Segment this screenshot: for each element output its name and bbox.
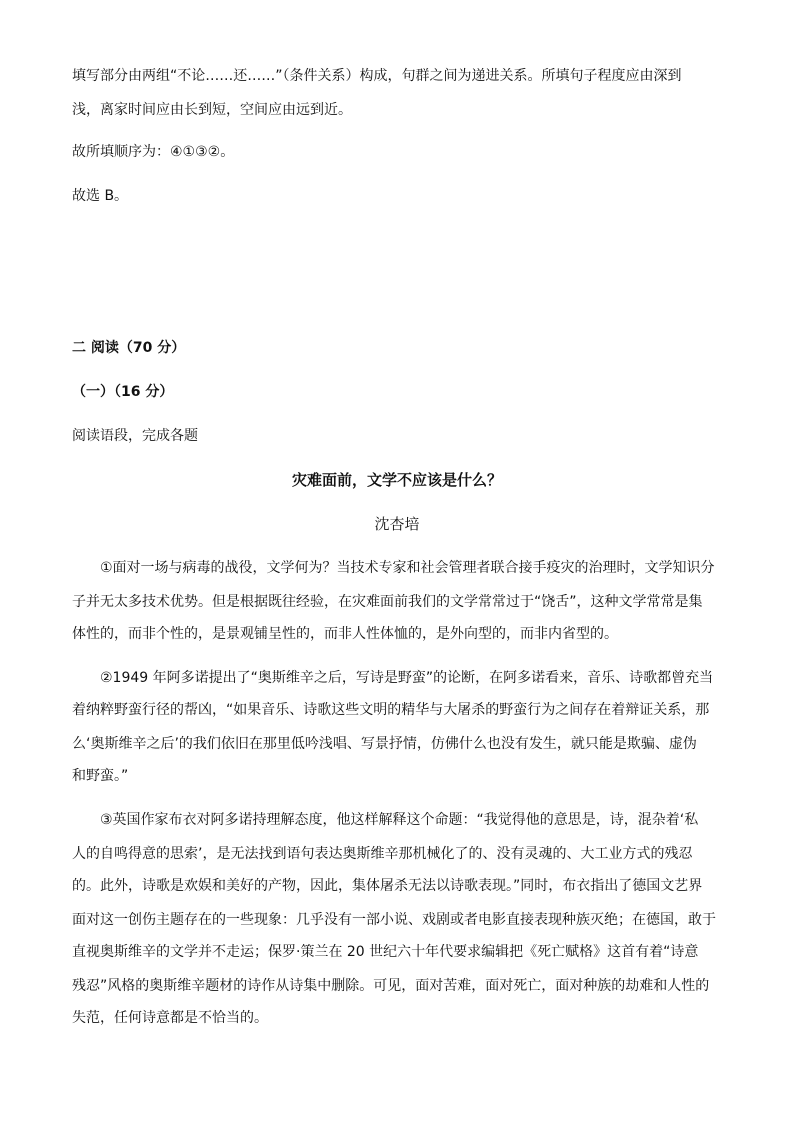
- paragraph-3-line: 的。此外，诗歌是欢娱和美好的产物，因此，集体屠杀无法以诗歌表现。”同时，布衣指出了德国文艺界: [72, 878, 703, 894]
- paragraph-3-line: ③英国作家布衣对阿多诺持理解态度，他这样解释这个命题：“我觉得他的意思是，诗，混杂着‘私: [100, 812, 699, 828]
- paragraph-2-line: 和野蛮。”: [72, 768, 129, 784]
- paragraph-1-line: ①面对一场与病毒的战役，文学何为？当技术专家和社会管理者联合接手疫灾的治理时，文学知识分: [100, 560, 715, 576]
- paragraph-1-line: 子并无太多技术优势。但是根据既往经验，在灾难面前我们的文学常常过于“饶舌”，这种文学常常是集: [72, 594, 703, 610]
- answer-choice: 故选 B。: [72, 188, 129, 204]
- paragraph-3-line: 直视奥斯维辛的文学并不走运；保罗·策兰在 20 世纪六十年代要求编辑把《死亡赋格》这首有着“诗意: [72, 944, 699, 960]
- answer-order: 故所填顺序为：④①③②。: [72, 144, 235, 160]
- paragraph-2-line: ②1949 年阿多诺提出了“奥斯维辛之后，写诗是野蛮”的论断，在阿多诺看来，音乐、诗歌都曾充当: [100, 670, 714, 686]
- paragraph-3-line: 面对这一创伤主题存在的一些现象：几乎没有一部小说、戏剧或者电影直接表现种族灭绝；在德国，敢于: [72, 912, 716, 928]
- article-title: 灾难面前，文学不应该是什么？: [291, 471, 502, 489]
- paragraph-3-line: 人的自鸣得意的思索’，是无法找到语句表达奥斯维辛那机械化了的、没有灵魂的、大工业方式的残忍: [72, 846, 693, 862]
- section-instruction: 阅读语段，完成各题: [72, 428, 198, 444]
- paragraph-1-line: 体性的，而非个性的，是景观铺呈性的，而非人性体恤的，是外向型的，而非内省型的。: [72, 626, 618, 642]
- paragraph-3-line: 残忍”风格的奥斯维辛题材的诗作从诗集中删除。可见，面对苦难，面对死亡，面对种族的劫难和人性的: [72, 978, 710, 994]
- paragraph-2-line: 么‘奥斯维辛之后’的我们依旧在那里低吟浅唱、写景抒情，仿佛什么也没有发生，就只能是欺骗、虚伪: [72, 736, 697, 752]
- answer-explanation-line: 浅，离家时间应由长到短，空间应由远到近。: [72, 102, 352, 118]
- article-author: 沈杏培: [374, 515, 420, 533]
- paragraph-2-line: 着纳粹野蛮行径的帮凶，“如果音乐、诗歌这些文明的精华与大屠杀的野蛮行为之间存在着辩证关系，那: [72, 702, 710, 718]
- answer-explanation-line: 填写部分由两组“不论……还……”（条件关系）构成，句群之间为递进关系。所填句子程度应由深到: [72, 68, 682, 84]
- section-heading: 二 阅读（70 分）: [72, 340, 186, 356]
- paragraph-3-line: 失范，任何诗意都是不恰当的。: [72, 1010, 268, 1026]
- section-subheading: （一）（16 分）: [72, 384, 174, 400]
